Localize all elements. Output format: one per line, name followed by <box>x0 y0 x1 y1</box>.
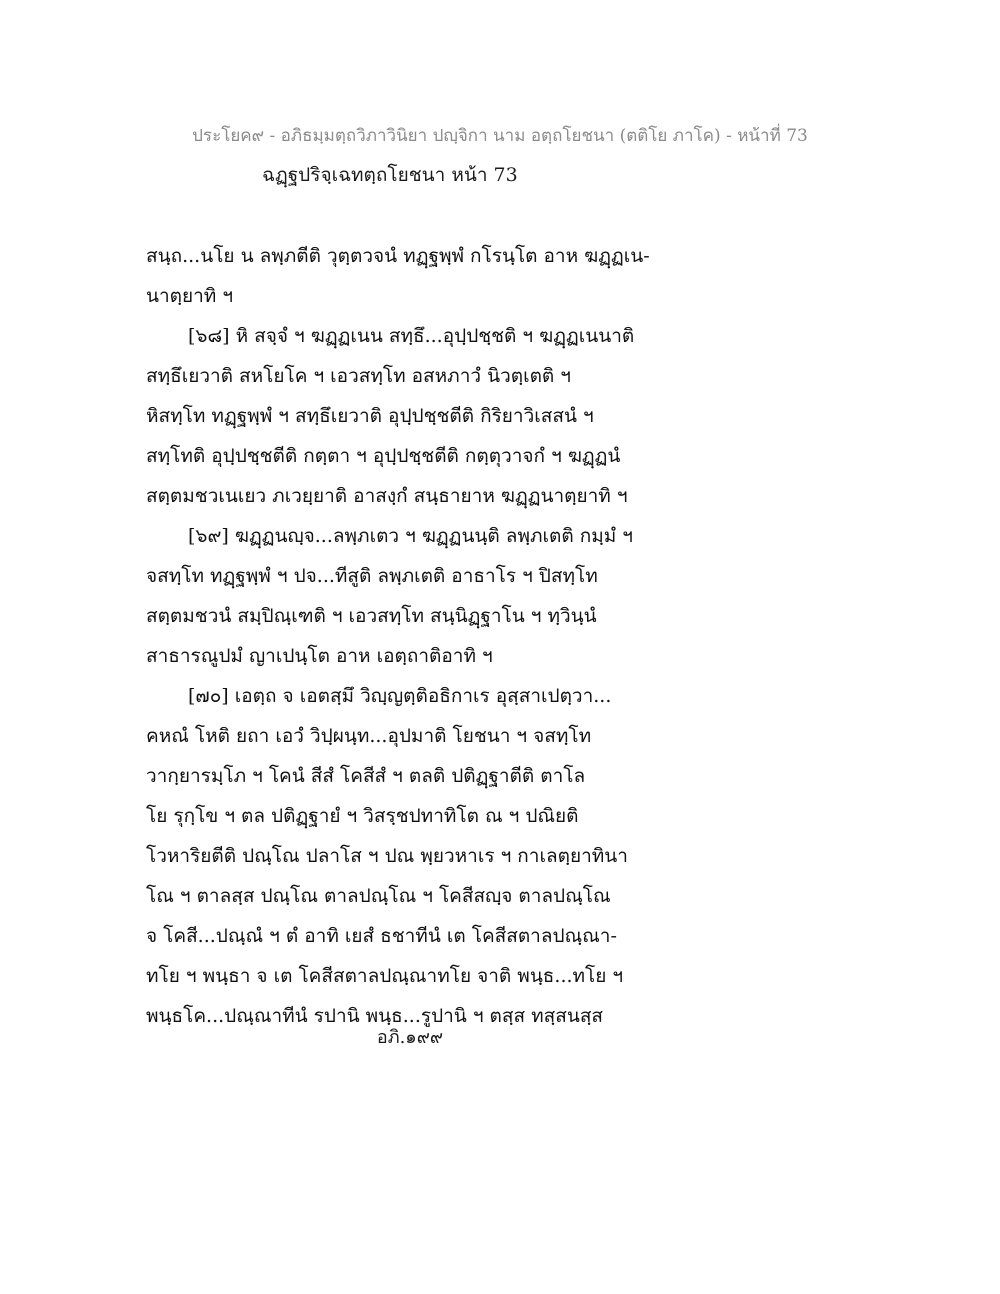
text-line: สทฺธึเยวาติ สหโยโค ฯ เอวสทฺโท อสหภาวํ นิวตฺเตติ ฯ <box>146 365 571 387</box>
text-line: สตฺตมชวเนเยว ภเวยฺยาติ อาสงฺกํ สนฺธายาห ฆฏฺฏนาตฺยาทิ ฯ <box>146 485 628 507</box>
folio-label: อภิ.๑๙๙ <box>376 1027 444 1048</box>
text-line: ทโย ฯ พนฺธา จ เต โคสีสตาลปณฺณาทโย จาติ พนฺธ...ทโย ฯ <box>146 965 624 987</box>
text-line: สทฺโทติ อุปฺปชฺชตีติ กตฺตา ฯ อุปฺปชฺชตีติ กตฺตุวาจกํ ฯ ฆฏฺฏนํ <box>146 445 621 467</box>
text-line: [๖๘] หิ สจฺจํ ฯ ฆฏฺฏเนน สทฺธึ...อุปฺปชฺชติ ฯ ฆฏฺฏเนนาติ <box>188 325 635 347</box>
text-line: [๗๐] เอตฺถ จ เอตสฺมึ วิญฺญตฺติอธิกาเร อุสฺสาเปตฺวา... <box>188 685 612 707</box>
text-line: หิสทฺโท ทฏฺฐพฺพํ ฯ สทฺธึเยวาติ อุปฺปชฺชตีติ กิริยาวิเสสนํ ฯ <box>146 405 594 427</box>
text-line: [๖๙] ฆฏฺฏนญฺจ...ลพฺภเตว ฯ ฆฏฺฏนนฺติ ลพฺภเตติ กมฺมํ ฯ <box>188 525 633 547</box>
text-line: จ โคสี...ปณฺณํ ฯ ตํ อาทิ เยสํ ธชาทีนํ เต โคสีสตาลปณฺณา- <box>146 925 617 947</box>
body-text <box>146 236 686 1036</box>
text-line: โย รุกฺโข ฯ ตล ปติฏฺฐายํ ฯ วิสรฺชปทาทิโต ณ ฯ ปณิยติ <box>146 805 579 827</box>
text-line: โวหาริยตีติ ปณฺโณ ปลาโส ฯ ปณ พฺยวหาเร ฯ กาเลตฺยาทินา <box>146 845 628 867</box>
text-line: สนฺถ...นโย น ลพฺภตีติ วุตฺตวจนํ ทฏฺฐพฺพํ กโรนฺโต อาห ฆฏฺฏเน- <box>146 245 650 267</box>
text-line: สาธารณูปมํ ญาเปนฺโต อาห เอตฺถาติอาทิ ฯ <box>146 645 493 667</box>
text-line: สตฺตมชวนํ สมฺปิณฺเฑติ ฯ เอวสทฺโท สนฺนิฏฺฐาโน ฯ ทฺวินฺนํ <box>146 605 597 627</box>
text-line: คหณํ โหติ ยถา เอวํ วิปฺผนฺท...อุปมาติ โยชนา ฯ จสทฺโท <box>146 725 592 747</box>
section-title: ฉฏฺฐปริจฺเฉทตฺถโยชนา หน้า 73 <box>262 164 518 186</box>
text-line: นาตฺยาทิ ฯ <box>146 285 234 307</box>
text-line: วากฺยารมฺโภ ฯ โคนํ สีสํ โคสีสํ ฯ ตลติ ปติฏฺฐาตีติ ตาโล <box>146 765 586 787</box>
text-line: จสทฺโท ทฏฺฐพฺพํ ฯ ปจ...ทีสูติ ลพฺภเตติ อาธาโร ฯ ปิสทฺโท <box>146 565 598 587</box>
running-header: ประโยค๙ - อภิธมฺมตฺถวิภาวินิยา ปญฺจิกา นาม อตฺถโยชนา (ตติโย ภาโค) - หน้าที่ 73 <box>192 126 808 146</box>
page-folio <box>0 1022 1000 1051</box>
text-line: โณ ฯ ตาลสฺส ปณฺโณ ตาลปณฺโณ ฯ โคสีสญฺจ ตาลปณฺโณ <box>146 885 611 907</box>
text-line: พนฺธโค...ปณฺณาทีนํ รปานิ พนฺธ...รูปานิ ฯ ตสฺส ทสฺสนสฺส <box>146 1005 604 1027</box>
